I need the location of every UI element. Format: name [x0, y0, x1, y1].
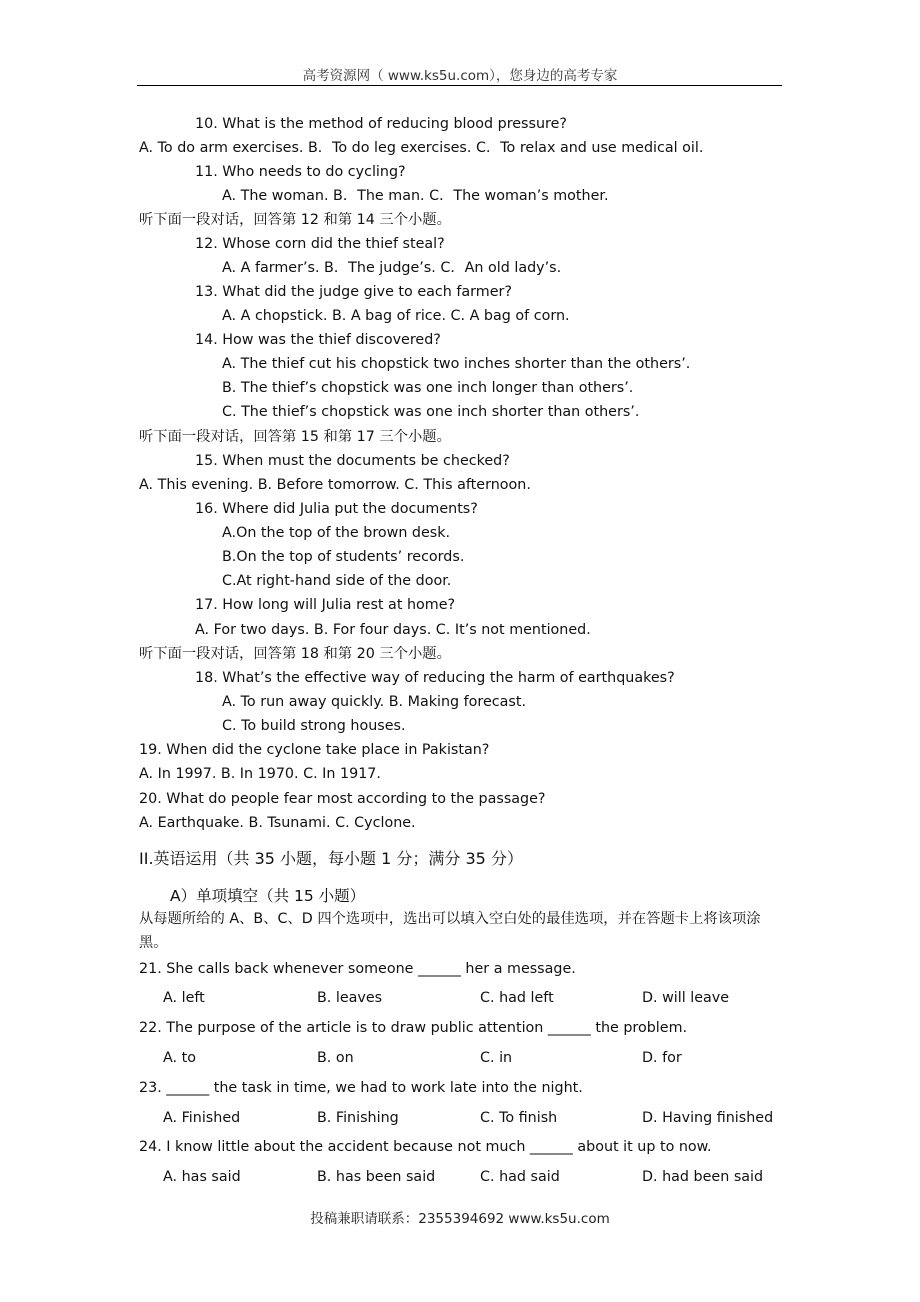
option-a: A. to — [163, 1050, 196, 1066]
question-18-options-ab: A. To run away quickly. B. Making forecast. — [222, 694, 526, 710]
question-12-options: A. A farmer’s. B．The judge’s. C．An old lady’s. — [222, 260, 562, 276]
page-header: 高考资源网（ www.ks5u.com），您身边的高考专家 — [302, 68, 618, 84]
header-divider — [137, 85, 782, 86]
option-c: C. in — [480, 1050, 513, 1066]
option-b: B. has been said — [317, 1169, 436, 1185]
question-16-option-b: B.On the top of students’ records. — [222, 549, 465, 565]
option-b: B. on — [317, 1050, 354, 1066]
question-20: 20. What do people fear most according to the passage? — [139, 791, 546, 807]
section-title: II.英语运用（共 35 小题，每小题 1 分；满分 35 分） — [139, 849, 523, 868]
question-15-options: A. This evening. B. Before tomorrow. C. This afternoon. — [139, 477, 531, 493]
question-18: 18. What’s the effective way of reducing the harm of earthquakes? — [195, 670, 675, 686]
question-16-option-c: C.At right-hand side of the door. — [222, 573, 452, 589]
dialogue-instruction-18-20: 听下面一段对话，回答第 18 和第 20 三个小题。 — [139, 646, 451, 662]
dialogue-instruction-15-17: 听下面一段对话，回答第 15 和第 17 三个小题。 — [139, 429, 451, 445]
question-19-options: A. In 1997. B. In 1970. C. In 1917. — [139, 766, 381, 782]
option-a: A. Finished — [163, 1110, 241, 1126]
question-11: 11. Who needs to do cycling? — [195, 164, 406, 180]
question-13-options: A. A chopstick. B. A bag of rice. C. A bag of corn. — [222, 308, 570, 324]
question-23-options — [0, 1108, 920, 1128]
dialogue-instruction-12-14: 听下面一段对话，回答第 12 和第 14 三个小题。 — [139, 212, 451, 228]
question-14-option-c: C. The thief’s chopstick was one inch shorter than others’. — [222, 404, 640, 420]
section-instruction: 从每题所给的 A、B、C、D 四个选项中，选出可以填入空白处的最佳选项，并在答题卡上将该项涂黑。 — [139, 911, 761, 951]
option-c: C. had left — [480, 990, 554, 1006]
question-24-options — [0, 1167, 920, 1187]
question-18-option-c: C. To build strong houses. — [222, 718, 406, 734]
question-10: 10. What is the method of reducing blood pressure? — [195, 116, 567, 132]
question-16-option-a: A.On the top of the brown desk. — [222, 525, 451, 541]
question-14-option-b: B. The thief’s chopstick was one inch longer than others’. — [222, 380, 634, 396]
option-a: A. left — [163, 990, 205, 1006]
question-10-options: A. To do arm exercises. B．To do leg exercises. C．To relax and use medical oil. — [139, 140, 704, 156]
option-d: D. for — [642, 1050, 682, 1066]
question-17-options: A. For two days. B. For four days. C. It’s not mentioned. — [195, 622, 591, 638]
option-c: C. had said — [480, 1169, 560, 1185]
question-12: 12. Whose corn did the thief steal? — [195, 236, 445, 252]
option-a: A. has said — [163, 1169, 241, 1185]
question-24-stem: 24. I know little about the accident because not much ______ about it up to now. — [139, 1139, 712, 1155]
question-20-options: A. Earthquake. B. Tsunami. C. Cyclone. — [139, 815, 416, 831]
option-b: B. Finishing — [317, 1110, 399, 1126]
question-14-option-a: A. The thief cut his chopstick two inches shorter than the others’. — [222, 356, 691, 372]
question-22-stem: 22. The purpose of the article is to draw public attention ______ the problem. — [139, 1020, 688, 1036]
question-21-options — [0, 988, 920, 1008]
question-17: 17. How long will Julia rest at home? — [195, 597, 456, 613]
option-d: D. Having finished — [642, 1110, 774, 1126]
question-13: 13. What did the judge give to each farmer? — [195, 284, 512, 300]
question-15: 15. When must the documents be checked? — [195, 453, 510, 469]
option-d: D. will leave — [642, 990, 730, 1006]
question-16: 16. Where did Julia put the documents? — [195, 501, 478, 517]
section-subtitle: A）单项填空（共 15 小题） — [170, 887, 366, 905]
question-23-stem: 23. ______ the task in time, we had to work late into the night. — [139, 1080, 583, 1096]
page-footer: 投稿兼职请联系：2355394692 www.ks5u.com — [310, 1211, 610, 1227]
question-21-stem: 21. She calls back whenever someone ______ her a message. — [139, 961, 576, 977]
question-19: 19. When did the cyclone take place in Pakistan? — [139, 742, 490, 758]
question-11-options: A. The woman. B．The man. C．The woman’s mother. — [222, 188, 609, 204]
option-d: D. had been said — [642, 1169, 764, 1185]
question-14: 14. How was the thief discovered? — [195, 332, 441, 348]
option-b: B. leaves — [317, 990, 383, 1006]
question-22-options — [0, 1048, 920, 1068]
option-c: C. To finish — [480, 1110, 558, 1126]
